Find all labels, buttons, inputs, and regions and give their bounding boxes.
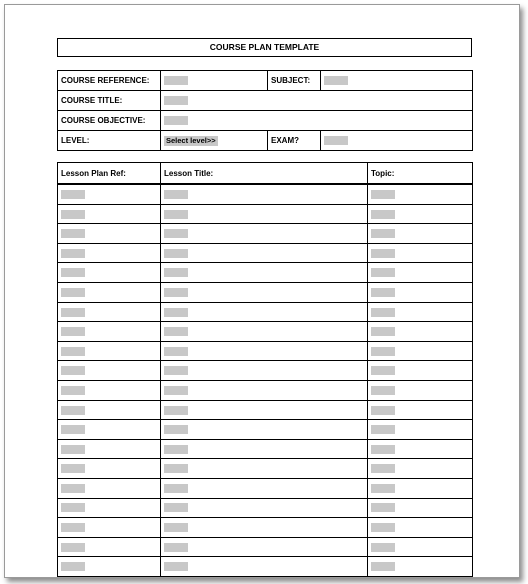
lesson-title-field-placeholder[interactable] xyxy=(164,445,188,454)
lesson-title-field[interactable] xyxy=(161,557,368,577)
lesson-topic-field[interactable] xyxy=(368,420,473,440)
course-info-table xyxy=(57,70,473,151)
lesson-ref-field-placeholder[interactable] xyxy=(61,523,85,532)
lesson-topic-field-placeholder[interactable] xyxy=(371,210,395,219)
lesson-topic-field[interactable] xyxy=(368,322,473,342)
lesson-ref-field[interactable] xyxy=(58,361,161,381)
lesson-ref-field[interactable] xyxy=(58,204,161,224)
document-page xyxy=(4,4,520,578)
course-objective-field[interactable] xyxy=(161,111,473,131)
lesson-title-field[interactable] xyxy=(161,224,368,244)
lesson-ref-field-placeholder[interactable] xyxy=(61,347,85,356)
lesson-topic-field[interactable] xyxy=(368,380,473,400)
table-row xyxy=(58,184,473,204)
lesson-topic-field-placeholder[interactable] xyxy=(371,366,395,375)
lesson-ref-field-placeholder[interactable] xyxy=(61,562,85,571)
lesson-topic-field[interactable] xyxy=(368,459,473,479)
lesson-ref-field-placeholder[interactable] xyxy=(61,308,85,317)
lesson-title-field[interactable] xyxy=(161,322,368,342)
lesson-title-field[interactable] xyxy=(161,380,368,400)
lesson-topic-field-placeholder[interactable] xyxy=(371,347,395,356)
lesson-topic-field-placeholder[interactable] xyxy=(371,190,395,199)
lesson-title-field-placeholder[interactable] xyxy=(164,308,188,317)
lesson-topic-field-placeholder[interactable] xyxy=(371,503,395,512)
lesson-title-field-placeholder[interactable] xyxy=(164,210,188,219)
lesson-ref-field[interactable] xyxy=(58,420,161,440)
lesson-ref-field[interactable] xyxy=(58,400,161,420)
lesson-topic-field-placeholder[interactable] xyxy=(371,543,395,552)
lesson-title-field-placeholder[interactable] xyxy=(164,386,188,395)
lesson-ref-field[interactable] xyxy=(58,341,161,361)
lesson-ref-field-placeholder[interactable] xyxy=(61,210,85,219)
course-objective-row xyxy=(58,111,473,131)
lesson-ref-field[interactable] xyxy=(58,459,161,479)
table-row xyxy=(58,478,473,498)
lesson-ref-field[interactable] xyxy=(58,263,161,283)
lesson-topic-field-placeholder[interactable] xyxy=(371,484,395,493)
lesson-title-header: Lesson Title: xyxy=(161,163,368,185)
lesson-topic-field[interactable] xyxy=(368,498,473,518)
lesson-topic-field[interactable] xyxy=(368,204,473,224)
lesson-ref-field-placeholder[interactable] xyxy=(61,386,85,395)
course-reference-field[interactable] xyxy=(161,71,268,91)
lesson-title-field-placeholder[interactable] xyxy=(164,523,188,532)
lesson-ref-field[interactable] xyxy=(58,380,161,400)
table-row xyxy=(58,537,473,557)
lesson-topic-field-placeholder[interactable] xyxy=(371,425,395,434)
lesson-rows xyxy=(58,184,473,576)
table-row xyxy=(58,400,473,420)
table-row xyxy=(58,204,473,224)
lesson-ref-field[interactable] xyxy=(58,537,161,557)
page-title: COURSE PLAN TEMPLATE xyxy=(57,38,472,57)
lesson-topic-field[interactable] xyxy=(368,184,473,204)
course-reference-row xyxy=(58,71,473,91)
lesson-ref-field-placeholder[interactable] xyxy=(61,366,85,375)
table-row xyxy=(58,282,473,302)
lesson-topic-field[interactable] xyxy=(368,361,473,381)
lesson-title-field[interactable] xyxy=(161,204,368,224)
table-row xyxy=(58,243,473,263)
lesson-title-field[interactable] xyxy=(161,341,368,361)
table-row xyxy=(58,361,473,381)
lesson-title-field-placeholder[interactable] xyxy=(164,268,188,277)
lesson-topic-field[interactable] xyxy=(368,400,473,420)
table-row xyxy=(58,380,473,400)
lesson-title-field-placeholder[interactable] xyxy=(164,190,188,199)
lesson-ref-field-placeholder[interactable] xyxy=(61,503,85,512)
lesson-topic-field-placeholder[interactable] xyxy=(371,288,395,297)
lesson-ref-field[interactable] xyxy=(58,439,161,459)
lesson-title-field[interactable] xyxy=(161,361,368,381)
lesson-topic-field[interactable] xyxy=(368,224,473,244)
table-row xyxy=(58,439,473,459)
lesson-ref-field[interactable] xyxy=(58,322,161,342)
lesson-ref-field[interactable] xyxy=(58,243,161,263)
lesson-topic-field[interactable] xyxy=(368,439,473,459)
lesson-ref-field-placeholder[interactable] xyxy=(61,484,85,493)
table-row xyxy=(58,322,473,342)
course-title-row xyxy=(58,91,473,111)
lesson-topic-field-placeholder[interactable] xyxy=(371,445,395,454)
exam-field[interactable] xyxy=(321,131,473,151)
lesson-title-field[interactable] xyxy=(161,498,368,518)
subject-label: SUBJECT: xyxy=(268,71,321,91)
table-row xyxy=(58,518,473,538)
table-row xyxy=(58,302,473,322)
lesson-title-field[interactable] xyxy=(161,263,368,283)
lesson-title-field[interactable] xyxy=(161,518,368,538)
level-dropdown[interactable]: Select level>> xyxy=(166,135,216,145)
lesson-title-field[interactable] xyxy=(161,439,368,459)
lesson-title-field-placeholder[interactable] xyxy=(164,327,188,336)
lesson-ref-field-placeholder[interactable] xyxy=(61,445,85,454)
lesson-title-field[interactable] xyxy=(161,478,368,498)
table-row xyxy=(58,341,473,361)
course-title-label: COURSE TITLE: xyxy=(58,91,161,111)
lesson-title-field-placeholder[interactable] xyxy=(164,347,188,356)
lesson-title-field-placeholder[interactable] xyxy=(164,425,188,434)
lesson-ref-field[interactable] xyxy=(58,518,161,538)
lesson-title-field[interactable] xyxy=(161,537,368,557)
lesson-title-field[interactable] xyxy=(161,400,368,420)
lesson-topic-field-placeholder[interactable] xyxy=(371,229,395,238)
lesson-topic-field[interactable] xyxy=(368,302,473,322)
lesson-topic-field[interactable] xyxy=(368,341,473,361)
table-row xyxy=(58,557,473,577)
lesson-topic-field-placeholder[interactable] xyxy=(371,268,395,277)
lesson-header-row xyxy=(58,163,473,185)
lesson-topic-field-placeholder[interactable] xyxy=(371,308,395,317)
table-row xyxy=(58,420,473,440)
lesson-topic-field-placeholder[interactable] xyxy=(371,249,395,258)
lesson-title-field-placeholder[interactable] xyxy=(164,406,188,415)
lesson-topic-field[interactable] xyxy=(368,557,473,577)
course-title-field[interactable] xyxy=(161,91,473,111)
lesson-ref-field[interactable] xyxy=(58,282,161,302)
lesson-ref-header: Lesson Plan Ref: xyxy=(58,163,161,185)
lesson-title-field[interactable] xyxy=(161,184,368,204)
lesson-ref-field-placeholder[interactable] xyxy=(61,190,85,199)
course-reference-label: COURSE REFERENCE: xyxy=(58,71,161,91)
table-row xyxy=(58,459,473,479)
lesson-topic-field[interactable] xyxy=(368,243,473,263)
lesson-topic-field-placeholder[interactable] xyxy=(371,464,395,473)
course-reference-placeholder[interactable] xyxy=(164,76,188,85)
lesson-title-field-placeholder[interactable] xyxy=(164,562,188,571)
lesson-topic-field-placeholder[interactable] xyxy=(371,406,395,415)
exam-placeholder[interactable] xyxy=(324,136,348,145)
subject-field[interactable] xyxy=(321,71,473,91)
table-row xyxy=(58,224,473,244)
lesson-topic-field[interactable] xyxy=(368,263,473,283)
course-objective-label: COURSE OBJECTIVE: xyxy=(58,111,161,131)
lesson-topic-field[interactable] xyxy=(368,518,473,538)
lesson-title-field-placeholder[interactable] xyxy=(164,229,188,238)
lesson-title-field[interactable] xyxy=(161,459,368,479)
lesson-ref-field-placeholder[interactable] xyxy=(61,249,85,258)
level-label: LEVEL: xyxy=(58,131,161,151)
lesson-ref-field-placeholder[interactable] xyxy=(61,464,85,473)
lesson-title-field-placeholder[interactable] xyxy=(164,484,188,493)
lesson-topic-field[interactable] xyxy=(368,282,473,302)
lesson-ref-field-placeholder[interactable] xyxy=(61,543,85,552)
table-row xyxy=(58,263,473,283)
lesson-ref-field-placeholder[interactable] xyxy=(61,229,85,238)
lesson-topic-field-placeholder[interactable] xyxy=(371,562,395,571)
lesson-plan-table xyxy=(57,162,473,577)
subject-placeholder[interactable] xyxy=(324,76,348,85)
lesson-title-field[interactable] xyxy=(161,282,368,302)
lesson-topic-field-placeholder[interactable] xyxy=(371,523,395,532)
course-objective-placeholder[interactable] xyxy=(164,116,188,125)
lesson-ref-field[interactable] xyxy=(58,478,161,498)
lesson-title-field-placeholder[interactable] xyxy=(164,503,188,512)
lesson-ref-field[interactable] xyxy=(58,184,161,204)
lesson-topic-field[interactable] xyxy=(368,537,473,557)
lesson-ref-field-placeholder[interactable] xyxy=(61,288,85,297)
table-row xyxy=(58,498,473,518)
course-title-placeholder[interactable] xyxy=(164,96,188,105)
lesson-ref-field[interactable] xyxy=(58,224,161,244)
lesson-title-field[interactable] xyxy=(161,420,368,440)
lesson-title-field[interactable] xyxy=(161,302,368,322)
lesson-topic-header: Topic: xyxy=(368,163,473,185)
lesson-title-field-placeholder[interactable] xyxy=(164,464,188,473)
level-field[interactable] xyxy=(161,131,268,151)
lesson-topic-field-placeholder[interactable] xyxy=(371,327,395,336)
lesson-title-field-placeholder[interactable] xyxy=(164,366,188,375)
lesson-ref-field-placeholder[interactable] xyxy=(61,327,85,336)
lesson-ref-field[interactable] xyxy=(58,557,161,577)
lesson-title-field-placeholder[interactable] xyxy=(164,249,188,258)
lesson-ref-field-placeholder[interactable] xyxy=(61,425,85,434)
level-row xyxy=(58,131,473,151)
lesson-topic-field-placeholder[interactable] xyxy=(371,386,395,395)
lesson-title-field-placeholder[interactable] xyxy=(164,543,188,552)
lesson-title-field[interactable] xyxy=(161,243,368,263)
lesson-title-field-placeholder[interactable] xyxy=(164,288,188,297)
lesson-ref-field-placeholder[interactable] xyxy=(61,406,85,415)
exam-label: EXAM? xyxy=(268,131,321,151)
lesson-topic-field[interactable] xyxy=(368,478,473,498)
lesson-ref-field[interactable] xyxy=(58,498,161,518)
lesson-ref-field[interactable] xyxy=(58,302,161,322)
lesson-ref-field-placeholder[interactable] xyxy=(61,268,85,277)
